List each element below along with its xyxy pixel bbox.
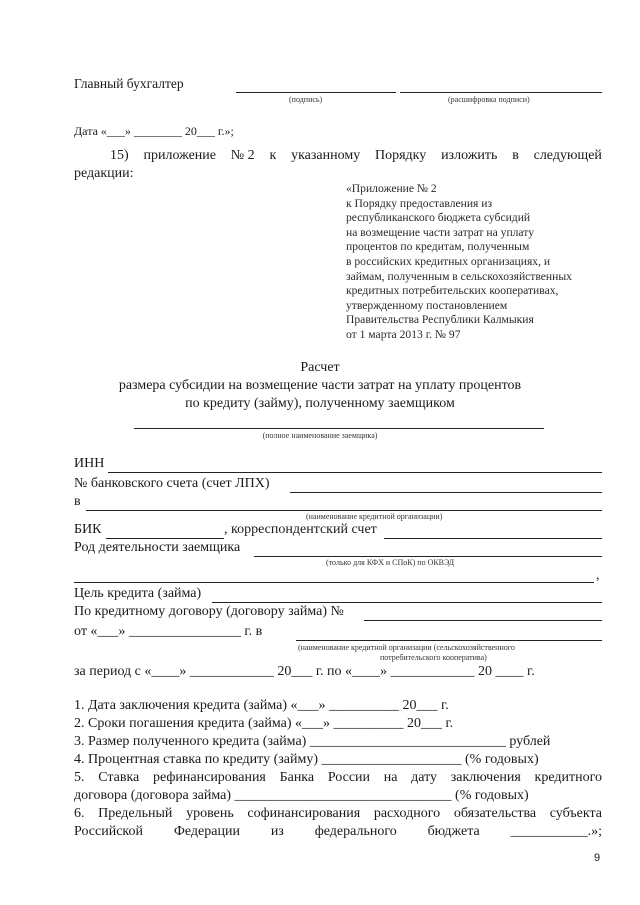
page-number: 9 <box>594 852 601 864</box>
amendment-word: следующей <box>533 148 602 163</box>
inn-label: ИНН <box>74 456 105 471</box>
appendix-line: Правительства Республики Калмыкия <box>346 313 534 327</box>
activity-field-continuation[interactable] <box>74 582 594 583</box>
bank-caption: (наименование кредитной организации) <box>306 512 443 521</box>
account-field[interactable] <box>290 492 602 493</box>
item-5-word: Банка <box>279 770 315 785</box>
item-4: 4. Процентная ставка по кредиту (займу) ____________________ (% годовых) <box>74 752 539 767</box>
activity-comma: , <box>596 568 600 583</box>
appendix-line: к Порядку предоставления из <box>346 196 493 210</box>
inn-field[interactable] <box>108 472 602 473</box>
item-6-word: бюджета <box>427 824 480 839</box>
bik-label: БИК <box>74 522 102 537</box>
title-line-3: по кредиту (займу), полученному заемщиком <box>185 396 455 411</box>
activity-field[interactable] <box>254 556 602 557</box>
item-6-word: Предельный <box>98 806 173 821</box>
bik-field[interactable] <box>106 538 224 539</box>
appendix-line: от 1 марта 2013 г. № 97 <box>346 327 461 341</box>
item-6-word: софинансирования <box>247 806 361 821</box>
title-line-1: Расчет <box>300 360 340 375</box>
borrower-caption: (полное наименование заемщика) <box>262 431 378 440</box>
item-5-word: заключения <box>450 770 521 785</box>
amendment-word: к <box>269 148 277 163</box>
amendment-word: № 2 <box>230 148 255 163</box>
activity-label: Род деятельности заемщика <box>74 540 241 555</box>
lender-caption-2: потребительского кооператива) <box>380 653 487 662</box>
transcript-line <box>400 92 602 93</box>
item-6-word: уровень <box>186 806 234 821</box>
appendix-line: утвержденному постановлением <box>346 298 508 312</box>
item-1: 1. Дата заключения кредита (займа) «___» __________ 20___ г. <box>74 698 449 713</box>
item-6-word: расходного <box>373 806 441 821</box>
appendix-line: республиканского бюджета субсидий <box>346 211 531 225</box>
item-6-line-2 <box>74 824 602 840</box>
item-6-word: Российской <box>74 824 143 839</box>
appendix-line: «Приложение № 2 <box>346 182 437 195</box>
item-5-word: на <box>383 770 398 785</box>
borrower-name-line <box>134 428 544 429</box>
item-5-line-2: договора (договора займа) _______________________________ (% годовых) <box>74 788 529 803</box>
item-5-line-1 <box>74 770 602 786</box>
signature-caption: (подпись) <box>289 95 323 104</box>
appendix-heading <box>346 182 572 343</box>
period-line: за период с «____» ____________ 20___ г. по «____» ____________ 20 ____ г. <box>74 664 535 679</box>
date-line: Дата «___» ________ 20___ г.»; <box>74 124 234 138</box>
lender-caption-1: (наименование кредитной организации (сельскохозяйственного <box>298 643 515 652</box>
amendment-word: приложение <box>143 148 216 163</box>
signature-line <box>236 92 396 93</box>
appendix-line: займам, полученным в сельскохозяйственных <box>346 269 572 283</box>
amendment-word: указанному <box>291 148 361 163</box>
item-5-word: 5. <box>74 770 85 785</box>
item-2: 2. Сроки погашения кредита (займа) «___» __________ 20___ г. <box>74 716 454 731</box>
amendment-line-2: редакции: <box>74 166 134 181</box>
item-3: 3. Размер полученного кредита (займа) ____________________________ рублей <box>74 734 551 749</box>
item-5-word: Ставка <box>98 770 140 785</box>
appendix-line: кредитных потребительских кооперативах, <box>346 284 559 298</box>
item-5-word: дату <box>411 770 438 785</box>
corr-account-label: , корреспондентский счет <box>224 522 377 537</box>
amendment-word: изложить <box>441 148 498 163</box>
item-5-word: рефинансирования <box>152 770 266 785</box>
amendment-word: Порядку <box>374 148 427 163</box>
appendix-line: процентов по кредитам, полученным <box>346 240 530 254</box>
appendix-line: на возмещение части затрат на уплату <box>346 225 534 239</box>
contract-number-field[interactable] <box>364 620 602 621</box>
contract-label: По кредитному договору (договору займа) № <box>74 604 344 619</box>
lender-field[interactable] <box>296 640 602 641</box>
title-line-2: размера субсидии на возмещение части затрат на уплату процентов <box>118 378 522 393</box>
account-label: № банковского счета (счет ЛПХ) <box>74 476 270 491</box>
item-5-word: России <box>327 770 371 785</box>
amendment-line-1 <box>110 148 602 164</box>
item-6-word: обязательства <box>453 806 537 821</box>
transcript-caption: (расшифровка подписи) <box>448 95 530 104</box>
item-5-word: кредитного <box>534 770 602 785</box>
item-6-line-1 <box>74 806 602 822</box>
item-6-word: из <box>270 824 284 839</box>
item-6-word: 6. <box>74 806 85 821</box>
item-6-word: субъекта <box>549 806 602 821</box>
item-6-word: ___________.»; <box>510 824 602 839</box>
bank-field[interactable] <box>86 510 602 511</box>
credit-purpose-field[interactable] <box>212 602 602 603</box>
amendment-word: в <box>512 148 519 163</box>
item-6-word: федерального <box>314 824 397 839</box>
contract-date-line: от «___» ________________ г. в <box>74 624 263 639</box>
item-6-word: Федерации <box>173 824 240 839</box>
credit-purpose-label: Цель кредита (займа) <box>74 586 202 601</box>
appendix-line: в российских кредитных организациях, и <box>346 254 551 268</box>
amendment-number: 15) <box>110 148 129 163</box>
in-label: в <box>74 494 81 509</box>
activity-caption: (только для КФХ и СПоК) по ОКВЭД <box>326 558 455 567</box>
chief-accountant-label: Главный бухгалтер <box>74 76 184 91</box>
corr-account-field[interactable] <box>384 538 602 539</box>
